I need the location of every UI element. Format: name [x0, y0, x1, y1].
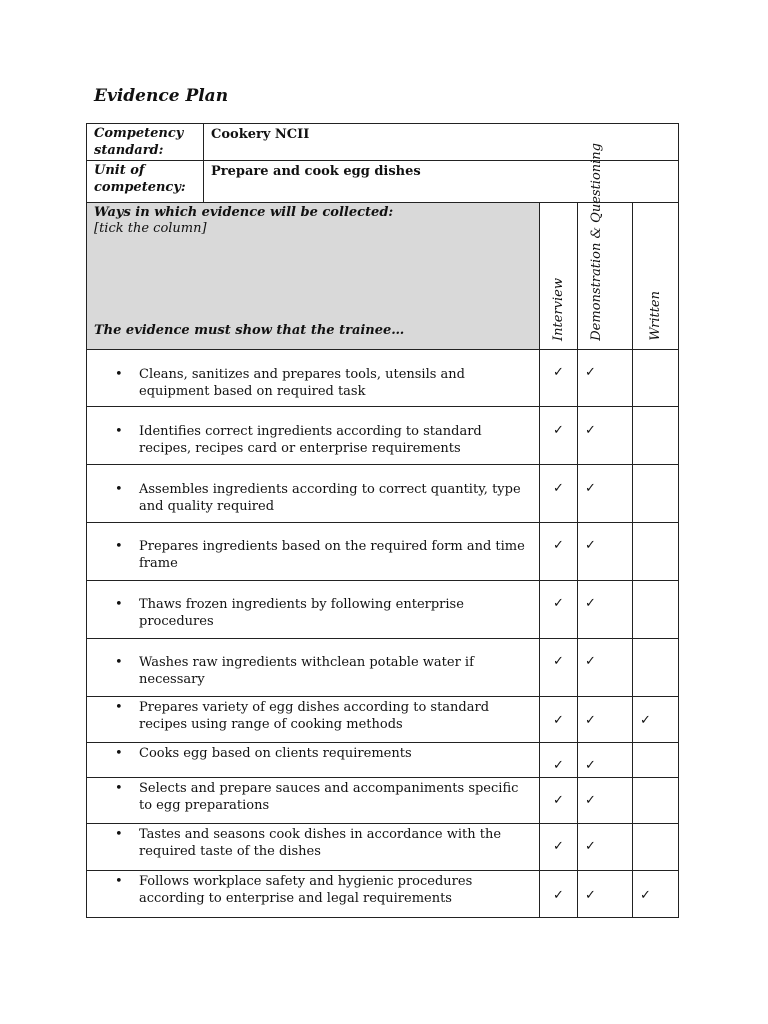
- tick-cell-demonstration: [578, 743, 633, 778]
- criteria-row: [87, 407, 679, 465]
- bullet-marker: •: [115, 655, 123, 670]
- bullet-marker: •: [115, 827, 123, 842]
- competency-standard-value: Cookery NCII: [204, 124, 679, 161]
- column-demonstration-label: Demonstration & Questioning: [589, 143, 604, 341]
- tick-mark: ✓: [553, 538, 564, 553]
- criteria-row: [87, 743, 679, 778]
- criteria-text: Selects and prepare sauces and accompaniments specific to egg preparations: [139, 781, 519, 813]
- tick-mark: ✓: [585, 481, 596, 496]
- tick-cell-written: [633, 697, 679, 743]
- page-title: Evidence Plan: [94, 86, 229, 106]
- tick-mark: ✓: [553, 839, 564, 854]
- tick-mark: ✓: [553, 481, 564, 496]
- competency-standard-label: Competency standard:: [87, 124, 204, 161]
- tick-mark: ✓: [585, 596, 596, 611]
- bullet-marker: •: [115, 367, 123, 382]
- tick-cell-interview: [540, 778, 578, 824]
- tick-mark: ✓: [585, 423, 596, 438]
- ways-title: Ways in which evidence will be collected:: [94, 205, 394, 220]
- tick-cell-interview: [540, 639, 578, 697]
- tick-mark: ✓: [553, 596, 564, 611]
- evidence-statement: The evidence must show that the trainee…: [94, 323, 405, 338]
- tick-cell-interview: [540, 871, 578, 918]
- ways-note: [tick the column]: [94, 221, 207, 236]
- tick-cell-written: [633, 407, 679, 465]
- tick-mark: ✓: [553, 423, 564, 438]
- criteria-cell: [87, 581, 540, 639]
- unit-of-competency-label: Unit of competency:: [87, 161, 204, 203]
- criteria-row: [87, 581, 679, 639]
- tick-cell-demonstration: [578, 871, 633, 918]
- tick-cell-written: [633, 639, 679, 697]
- criteria-row: [87, 697, 679, 743]
- tick-cell-written: [633, 465, 679, 523]
- tick-cell-interview: [540, 581, 578, 639]
- criteria-text: Identifies correct ingredients according to standard recipes, recipes card or enterprise requirements: [139, 424, 482, 456]
- column-interview-header: [540, 203, 578, 350]
- tick-cell-interview: [540, 743, 578, 778]
- bullet-marker: •: [115, 539, 123, 554]
- tick-cell-written: [633, 824, 679, 871]
- criteria-cell: [87, 350, 540, 407]
- tick-mark: ✓: [640, 888, 651, 903]
- tick-cell-written: [633, 743, 679, 778]
- tick-cell-demonstration: [578, 824, 633, 871]
- column-interview-label: Interview: [550, 278, 566, 341]
- tick-cell-demonstration: [578, 407, 633, 465]
- criteria-cell: [87, 778, 540, 824]
- tick-cell-demonstration: [578, 523, 633, 581]
- criteria-row: [87, 350, 679, 407]
- tick-cell-interview: [540, 697, 578, 743]
- criteria-text: Prepares variety of egg dishes according to standard recipes using range of cooking methods: [139, 700, 490, 732]
- criteria-row: [87, 523, 679, 581]
- tick-cell-demonstration: [578, 350, 633, 407]
- criteria-text: Assembles ingredients according to correct quantity, type and quality required: [139, 482, 521, 514]
- criteria-text: Cleans, sanitizes and prepares tools, utensils and equipment based on required task: [139, 367, 465, 399]
- column-written-header: [633, 203, 679, 350]
- tick-mark: ✓: [585, 888, 596, 903]
- criteria-row: [87, 824, 679, 871]
- tick-mark: ✓: [640, 713, 651, 728]
- criteria-cell: [87, 697, 540, 743]
- criteria-row: [87, 465, 679, 523]
- ways-header-cell: [87, 203, 540, 350]
- tick-cell-written: [633, 778, 679, 824]
- method-header-row: [87, 203, 679, 350]
- tick-cell-demonstration: [578, 639, 633, 697]
- criteria-cell: [87, 743, 540, 778]
- criteria-cell: [87, 523, 540, 581]
- bullet-marker: •: [115, 424, 123, 439]
- tick-mark: ✓: [585, 654, 596, 669]
- tick-cell-demonstration: [578, 697, 633, 743]
- tick-cell-written: [633, 350, 679, 407]
- criteria-row: [87, 639, 679, 697]
- tick-mark: ✓: [585, 758, 596, 773]
- column-demonstration-header: [578, 143, 633, 350]
- tick-cell-written: [633, 523, 679, 581]
- tick-mark: ✓: [585, 793, 596, 808]
- tick-mark: ✓: [553, 654, 564, 669]
- tick-mark: ✓: [585, 365, 596, 380]
- criteria-text: Prepares ingredients based on the required form and time frame: [139, 539, 525, 571]
- tick-cell-written: [633, 871, 679, 918]
- column-written-label: Written: [647, 291, 663, 341]
- criteria-row: [87, 778, 679, 824]
- tick-cell-interview: [540, 350, 578, 407]
- tick-cell-written: [633, 581, 679, 639]
- tick-mark: ✓: [553, 793, 564, 808]
- bullet-marker: •: [115, 482, 123, 497]
- tick-cell-interview: [540, 407, 578, 465]
- tick-mark: ✓: [553, 758, 564, 773]
- criteria-cell: [87, 639, 540, 697]
- tick-mark: ✓: [553, 365, 564, 380]
- tick-mark: ✓: [585, 839, 596, 854]
- criteria-text: Thaws frozen ingredients by following enterprise procedures: [139, 597, 464, 629]
- criteria-cell: [87, 465, 540, 523]
- tick-mark: ✓: [553, 888, 564, 903]
- criteria-text: Tastes and seasons cook dishes in accordance with the required taste of the dishes: [139, 827, 502, 859]
- criteria-cell: [87, 824, 540, 871]
- bullet-marker: •: [115, 874, 123, 889]
- tick-cell-interview: [540, 465, 578, 523]
- bullet-marker: •: [115, 597, 123, 612]
- tick-cell-interview: [540, 824, 578, 871]
- criteria-text: Washes raw ingredients withclean potable water if necessary: [139, 655, 474, 687]
- criteria-cell: [87, 407, 540, 465]
- criteria-text: Cooks egg based on clients requirements: [139, 746, 412, 761]
- criteria-cell: [87, 871, 540, 918]
- tick-cell-demonstration: [578, 465, 633, 523]
- criteria-text: Follows workplace safety and hygienic procedures according to enterprise and legal requirements: [139, 874, 473, 906]
- tick-mark: ✓: [553, 713, 564, 728]
- tick-cell-demonstration: [578, 581, 633, 639]
- tick-cell-demonstration: [578, 778, 633, 824]
- tick-mark: ✓: [585, 713, 596, 728]
- criteria-row: [87, 871, 679, 918]
- bullet-marker: •: [115, 781, 123, 796]
- tick-cell-interview: [540, 523, 578, 581]
- tick-mark: ✓: [585, 538, 596, 553]
- bullet-marker: •: [115, 746, 123, 761]
- bullet-marker: •: [115, 700, 123, 715]
- evidence-plan-table: [86, 123, 679, 918]
- unit-of-competency-value: Prepare and cook egg dishes: [204, 161, 679, 203]
